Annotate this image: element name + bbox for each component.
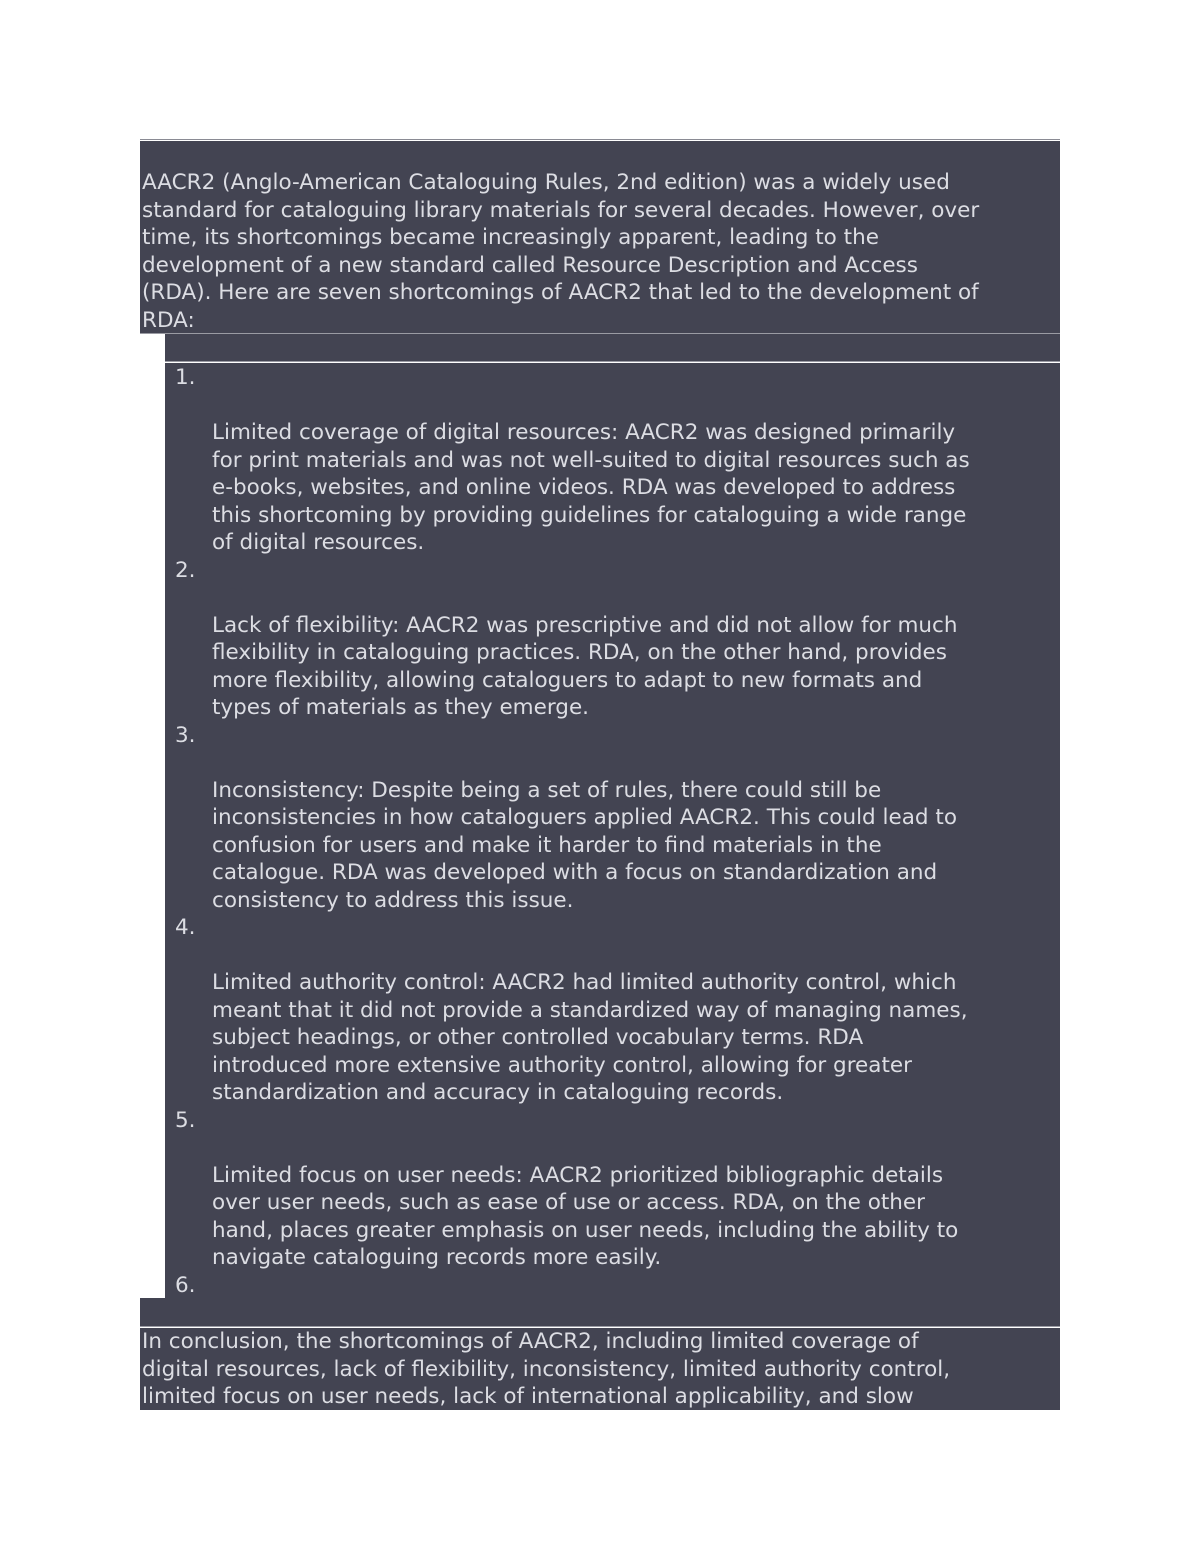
list-item-text: Limited focus on user needs: AACR2 prioritized bibliographic details over user needs, such as ease of use or access. RDA, on the other hand, places greater emphasis on user needs, including the ability to navigate cataloguing records more easily. (212, 1162, 959, 1270)
conclusion-spacer (140, 1298, 1060, 1327)
list-spacer (165, 334, 1060, 362)
list-item-text: Limited coverage of digital resources: AACR2 was designed primarily for print materials and was not well-suited to digital resources such as e-books, websites, and online videos. RDA was developed to address this shortcoming by providing guidelines for cataloguing a wide range of digital resources. (212, 420, 970, 555)
list-item (165, 1107, 1060, 1272)
list-item-number: 3. (175, 722, 196, 748)
list-item-text: Limited authority control: AACR2 had limited authority control, which meant that it did not provide a standardized way of managing names, subject headings, or other controlled vocabulary terms. RDA introduced more extensive authority control, allowing for greater standardization and accuracy in cataloguing records. (212, 970, 968, 1105)
list-item (165, 1272, 1060, 1299)
list-item (165, 914, 1060, 1107)
list-item (165, 557, 1060, 722)
list-item-number: 6. (175, 1272, 196, 1298)
list-item (165, 722, 1060, 915)
list-item (165, 364, 1060, 557)
list-item-number: 4. (175, 915, 196, 940)
list-item-number: 5. (175, 1107, 196, 1133)
intro-paragraph: AACR2 (Anglo-American Cataloguing Rules, 2nd edition) was a widely used standard for cataloguing library materials for several decades. However, over time, its shortcomings became increasingly apparent, leading to the development of a new standard called Resource Description and Access (RDA). Here are seven shortcomings of AACR2 that led to the development of RDA: (140, 141, 1060, 334)
list-item-text: Inconsistency: Despite being a set of rules, there could still be inconsistencies in how cataloguers applied AACR2. This could lead to confusion for users and make it harder to find materials in the catalogue. RDA was developed with a focus on standardization and consistency to address this issue. (212, 777, 957, 913)
list-item-text: Lack of flexibility: AACR2 was prescriptive and did not allow for much flexibility in cataloguing practices. RDA, on the other hand, provides more flexibility, allowing cataloguers to adapt to new formats and types of materials as they emerge. (212, 612, 958, 720)
conclusion-paragraph: In conclusion, the shortcomings of AACR2, including limited coverage of digital resources, lack of flexibility, inconsistency, limited authority control, limited focus on user needs, lack of international applicability, and slow (140, 1328, 1060, 1410)
shortcomings-list (165, 363, 1060, 1298)
list-item-number: 1. (175, 365, 196, 390)
top-divider (140, 139, 1060, 140)
list-item-number: 2. (175, 557, 196, 583)
